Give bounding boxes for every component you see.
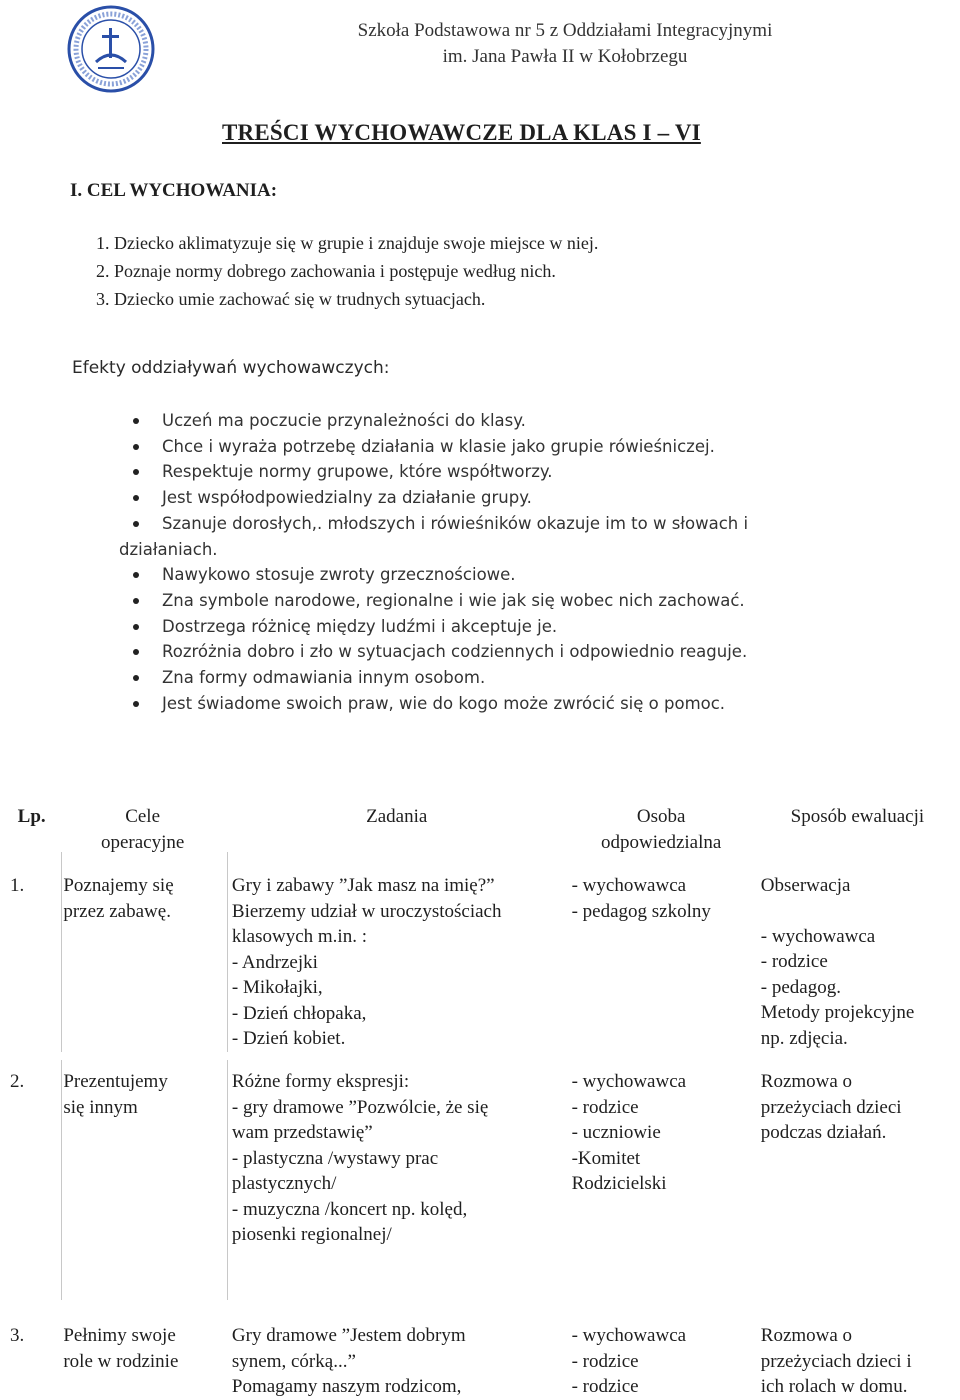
cell-cele: Pełnimy swoje role w rodzinie xyxy=(63,1325,179,1372)
bullet-icon xyxy=(133,675,139,681)
goal-item: 1. Dziecko aklimatyzuje się w grupie i znajduje swoje miejsce w niej. xyxy=(96,233,599,253)
bullet-icon xyxy=(133,521,139,527)
cell-cele: Poznajemy się przez zabawę. xyxy=(63,875,174,922)
col-header-ewaluacja: Sposób ewaluacji xyxy=(790,806,925,827)
table-row xyxy=(4,1067,958,1321)
effects-list xyxy=(0,408,960,716)
tasks-table xyxy=(4,798,958,1400)
list-item: Szanuje dorosłych,. młodszych i rówieśników okazuje im to w słowach i xyxy=(0,511,960,537)
list-item: Nawykowo stosuje zwroty grzecznościowe. xyxy=(0,562,960,588)
goal-item: 3. Dziecko umie zachować się w trudnych sytuacjach. xyxy=(96,289,486,309)
school-name-line1: Szkoła Podstawowa nr 5 z Oddziałami Integracyjnymi xyxy=(357,20,773,41)
cell-lp: 3. xyxy=(10,1325,25,1346)
bullet-icon xyxy=(133,598,139,604)
goal-item: 2. Poznaje normy dobrego zachowania i postępuje według nich. xyxy=(96,261,556,281)
page-title: TREŚCI WYCHOWAWCZE DLA KLAS I – VI xyxy=(222,120,701,145)
bullet-icon xyxy=(133,495,139,501)
list-item: Rozróżnia dobro i zło w sytuacjach codziennych i odpowiednio reaguje. xyxy=(0,639,960,665)
list-item: Respektuje normy grupowe, które współtworzy. xyxy=(0,459,960,485)
list-item: Dostrzega różnicę między ludźmi i akceptuje je. xyxy=(0,614,960,640)
list-item-continuation: działaniach. xyxy=(119,539,218,559)
col-header-osoba: Osoba odpowiedzialna xyxy=(601,806,722,853)
col-header-cele: Cele operacyjne xyxy=(100,806,185,853)
cell-ewaluacja: Rozmowa o przeżyciach dzieci i ich rolach w domu. xyxy=(760,1325,912,1397)
cell-lp: 2. xyxy=(10,1071,25,1092)
cell-ewaluacja: Obserwacja - wychowawca - rodzice - pedagog. Metody projekcyjne np. zdjęcia. xyxy=(760,875,915,1049)
bullet-icon xyxy=(133,418,139,424)
list-item: Uczeń ma poczucie przynależności do klasy. xyxy=(0,408,960,434)
section-heading: I. CEL WYCHOWANIA: xyxy=(70,180,278,201)
bullet-icon xyxy=(133,572,139,578)
cell-cele: Prezentujemy się innym xyxy=(63,1071,168,1118)
list-item: Zna formy odmawiania innym osobom. xyxy=(0,665,960,691)
cell-osoba: - wychowawca - rodzice - rodzice xyxy=(571,1325,687,1397)
cell-osoba: - wychowawca - pedagog szkolny xyxy=(571,875,711,922)
bullet-icon xyxy=(133,469,139,475)
table-row xyxy=(4,1321,958,1400)
list-item: Chce i wyraża potrzebę działania w klasie jako grupie rówieśniczej. xyxy=(0,434,960,460)
cell-ewaluacja: Rozmowa o przeżyciach dzieci podczas działań. xyxy=(760,1071,902,1143)
table-header-row xyxy=(4,798,958,871)
bullet-icon xyxy=(133,444,139,450)
list-item: Jest świadome swoich praw, wie do kogo może zwrócić się o pomoc. xyxy=(0,691,960,717)
cell-zadania: Gry dramowe ”Jestem dobrym synem, córką...” Pomagamy naszym rodzicom, xyxy=(231,1325,466,1397)
col-header-lp: Lp. xyxy=(17,806,46,827)
col-header-zadania: Zadania xyxy=(366,806,428,827)
cell-zadania: Różne formy ekspresji: - gry dramowe ”Pozwólcie, że się wam przedstawię” - plastyczna /wystawy prac plastycznych/ - muzyczna /koncert np. kolęd, piosenki regionalnej/ xyxy=(231,1071,489,1245)
bullet-icon xyxy=(133,624,139,630)
goals-list xyxy=(96,229,598,313)
table-row xyxy=(4,871,958,1067)
cell-osoba: - wychowawca - rodzice - uczniowie -Komitet Rodzicielski xyxy=(571,1071,687,1194)
list-item: Zna symbole narodowe, regionalne i wie jak się wobec nich zachować. xyxy=(0,588,960,614)
list-item: Jest współodpowiedzialny za działanie grupy. xyxy=(0,485,960,511)
cell-zadania: Gry i zabawy ”Jak masz na imię?” Bierzemy udział w uroczystościach klasowych m.in. : - Andrzejki - Mikołajki, - Dzień chłopaka, - Dzień kobiet. xyxy=(231,875,502,1049)
bullet-icon xyxy=(133,649,139,655)
effects-heading: Efekty oddziaływań wychowawczych: xyxy=(72,358,390,378)
bullet-icon xyxy=(133,701,139,707)
cell-lp: 1. xyxy=(10,875,25,896)
school-name-line2: im. Jana Pawła II w Kołobrzegu xyxy=(442,46,688,67)
school-logo xyxy=(66,4,156,94)
